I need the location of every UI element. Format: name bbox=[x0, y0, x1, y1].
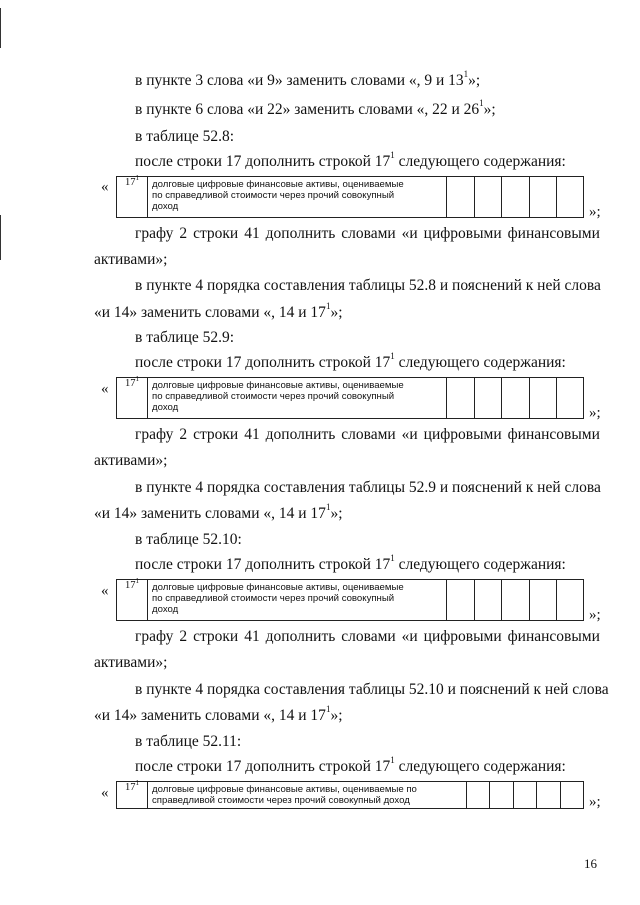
paragraph: графу 2 строки 41 дополнить словами «и цифровыми финансовыми bbox=[135, 628, 600, 645]
open-quote: « bbox=[101, 381, 109, 397]
row-number-cell: $17^1$ bbox=[117, 580, 148, 621]
empty-cell bbox=[561, 782, 584, 809]
page-number: 16 bbox=[584, 856, 597, 871]
close-quote: »; bbox=[589, 607, 601, 623]
paragraph: графу 2 строки 41 дополнить словами «и цифровыми финансовыми bbox=[135, 426, 600, 443]
empty-cell bbox=[557, 580, 584, 621]
empty-cell bbox=[502, 378, 530, 419]
close-quote: »; bbox=[589, 794, 601, 810]
paragraph: активами»; bbox=[94, 654, 168, 671]
row-description-cell: долговые цифровые финансовые активы, оцениваемые по справедливой стоимости через прочий совокупный доход bbox=[148, 378, 447, 419]
close-quote: »; bbox=[589, 405, 601, 421]
inserted-row-table bbox=[116, 173, 584, 218]
row-description-cell: долговые цифровые финансовые активы, оцениваемые по справедливой стоимости через прочий совокупный доход bbox=[148, 782, 467, 809]
empty-cell bbox=[557, 378, 584, 419]
paragraph: «и 14» заменить словами «, 14 и $17^1$»; bbox=[94, 300, 343, 321]
paragraph: в таблице 52.11: bbox=[135, 733, 242, 750]
paragraph: «и 14» заменить словами «, 14 и $17^1$»; bbox=[94, 501, 343, 522]
row-number-cell: $17^1$ bbox=[117, 378, 148, 419]
empty-cell bbox=[502, 580, 530, 621]
paragraph: после строки 17 дополнить строкой $17^1$ следующего содержания: bbox=[135, 149, 566, 170]
paragraph: активами»; bbox=[94, 251, 168, 268]
open-quote: « bbox=[101, 179, 109, 195]
paragraph: после строки 17 дополнить строкой $17^1$ следующего содержания: bbox=[135, 552, 566, 573]
row-number-cell: $17^1$ bbox=[117, 177, 148, 218]
empty-cell bbox=[447, 580, 475, 621]
empty-cell bbox=[475, 177, 502, 218]
paragraph: в пункте 4 порядка составления таблицы 52.9 и пояснений к ней слова bbox=[135, 479, 601, 496]
paragraph: в таблице 52.9: bbox=[135, 329, 235, 346]
inserted-row-table bbox=[116, 374, 584, 419]
empty-cell bbox=[467, 782, 490, 809]
paragraph: после строки 17 дополнить строкой $17^1$ следующего содержания: bbox=[135, 754, 566, 775]
empty-cell bbox=[475, 378, 502, 419]
paragraph: в пункте 3 слова «и 9» заменить словами «, 9 и $13^1$»; bbox=[135, 68, 481, 89]
margin-mark bbox=[0, 215, 1, 260]
inserted-row-table bbox=[116, 778, 584, 809]
paragraph: активами»; bbox=[94, 452, 168, 469]
empty-cell bbox=[530, 580, 557, 621]
paragraph: в пункте 4 порядка составления таблицы 52.8 и пояснений к ней слова bbox=[135, 277, 601, 294]
empty-cell bbox=[447, 177, 475, 218]
paragraph: в таблице 52.8: bbox=[135, 128, 235, 145]
paragraph: в пункте 6 слова «и 22» заменить словами «, 22 и $26^1$»; bbox=[135, 97, 496, 118]
empty-cell bbox=[530, 378, 557, 419]
empty-cell bbox=[514, 782, 537, 809]
open-quote: « bbox=[101, 785, 109, 801]
paragraph: в пункте 4 порядка составления таблицы 52.10 и пояснений к ней слова bbox=[135, 681, 609, 698]
empty-cell bbox=[447, 378, 475, 419]
close-quote: »; bbox=[589, 204, 601, 220]
row-description-cell: долговые цифровые финансовые активы, оцениваемые по справедливой стоимости через прочий совокупный доход bbox=[148, 580, 447, 621]
paragraph: после строки 17 дополнить строкой $17^1$ следующего содержания: bbox=[135, 350, 566, 371]
row-description-cell: долговые цифровые финансовые активы, оцениваемые по справедливой стоимости через прочий совокупный доход bbox=[148, 177, 447, 218]
empty-cell bbox=[530, 177, 557, 218]
empty-cell bbox=[537, 782, 561, 809]
empty-cell bbox=[557, 177, 584, 218]
paragraph: «и 14» заменить словами «, 14 и $17^1$»; bbox=[94, 703, 343, 724]
margin-mark bbox=[0, 8, 1, 48]
empty-cell bbox=[490, 782, 514, 809]
paragraph: в таблице 52.10: bbox=[135, 531, 242, 548]
empty-cell bbox=[502, 177, 530, 218]
inserted-row-table bbox=[116, 576, 584, 621]
open-quote: « bbox=[101, 583, 109, 599]
empty-cell bbox=[475, 580, 502, 621]
paragraph: графу 2 строки 41 дополнить словами «и цифровыми финансовыми bbox=[135, 225, 600, 242]
row-number-cell: $17^1$ bbox=[117, 782, 148, 809]
